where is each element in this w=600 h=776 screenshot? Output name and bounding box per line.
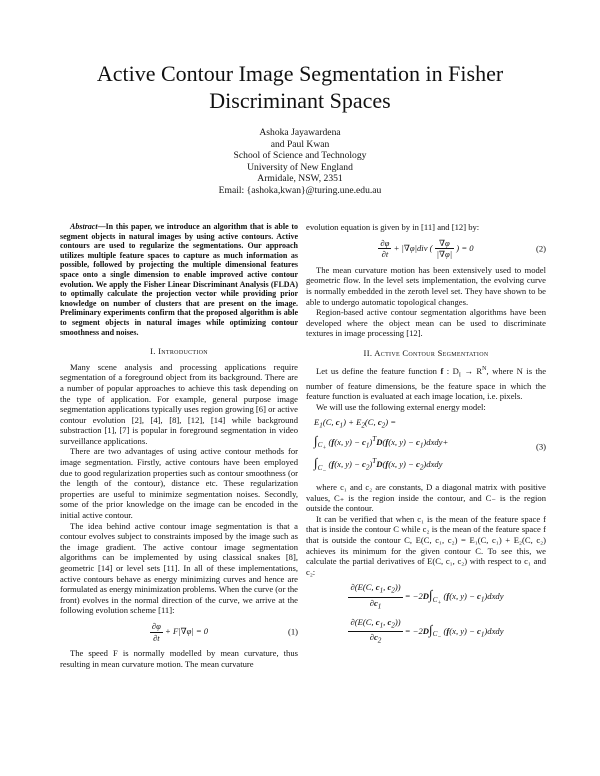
right-paragraph-1: The mean curvature motion has been extensively used to model geometric flow. In the level sets implementation, the evolving curve is normally embedded in the zeroth level set. They have shown to be able to undergo automatic topological changes.: [306, 264, 546, 307]
author-names-1: Ashoka Jayawardena: [259, 127, 341, 138]
author-names-2: and Paul Kwan: [270, 138, 330, 150]
right-paragraph-3: Let us define the feature function f : $D_I \to R^N$, where N is the number of feature dimensions, be the feature space in which the feature function is evaluated at each image location, i.e. pixels.: [306, 365, 547, 402]
equation-1-number: (1): [287, 626, 298, 637]
equation-3: $E_1(C$, $c_1) + E_2(C$, $c_2$) = $\int_{C_+}$ (f(x, $y) - c_1)^TD(f(x$, $y) - c_1)dxdy+$ $\int_{C_-}$ (f(x, $y) - c_2)^TD(f(x$, $y) - c_2)dxdy$ (3): [314, 417, 546, 475]
section-heading-active-contour: II. Active Contour Segmentation: [363, 347, 489, 358]
equation-2-number: (2): [535, 243, 546, 254]
author-block: [150, 127, 450, 197]
author-city: Armidale, NSW, 2351: [257, 173, 343, 185]
abstract: [60, 222, 298, 337]
left-column: [60, 222, 298, 669]
paper-title: Active Contour Image Segmentation in Fisher Discriminant Spaces: [96, 61, 504, 113]
abstract-text: —In this paper, we introduce an algorithm that is able to segment objects in natural images by using active contours. Active contours are used to regularize the segmentations. Our approach utilizes multiple feature spaces to capture as much information as possible, followed by projecting the multiple dimensional features space onto a single dimension to enable improved active contour evolution. We apply the Fisher Linear Discriminant Analysis (FLDA) to optimally calculate the projection vector while providing prior knowledge on number of clusters that are present on the image. Preliminary experiments confirm that the proposed algorithm is able to segment objects in natural images while optimizing contour smoothness and noises.: [60, 222, 298, 337]
author-email: Email: {ashoka,kwan}@turing.une.edu.au: [218, 184, 382, 196]
right-column: [306, 222, 546, 652]
equation-partial-c2: $\frac{\partial(E(C, c_1, c_2))}{\partial c_2}$ = $-2D\int_{C_-}$ (f(x, $y) - c_1)dxdy$: [350, 616, 504, 645]
equation-1: $\frac{\partial\varphi}{\partial t}$ + F|∇φ| = 0 (1): [151, 620, 298, 643]
equation-partial-c1: $\frac{\partial(E(C, c_1, c_2))}{\partial c_1}$ = $-2D\int_{C_+}$ (f(x, $y) - c_1)dxdy$: [350, 582, 504, 611]
right-paragraph-2: Region-based active contour segmentation algorithms have been developed where the object mean can be used to discriminate textures in image processing [12].: [306, 307, 546, 339]
right-paragraph-4: We will use the following external energy model:: [316, 401, 486, 412]
author-university: University of New England: [247, 161, 353, 173]
right-paragraph-5: where c₁ and c₂ are constants, D a diagonal matrix with positive values, C₊ is the region inside the contour, and C₋ is the region outside the contour.: [306, 481, 546, 514]
abstract-label: Abstract: [70, 222, 98, 231]
equation-2: $\frac{\partial\varphi}{\partial t}$ + |∇φ|div ( $\frac{\nabla\varphi}{|\nabla\varphi|}$ ) = 0 (2): [380, 237, 546, 260]
section-heading-introduction: I. Introduction: [150, 346, 208, 357]
equation-3-number: (3): [535, 441, 546, 452]
intro-paragraph-4: The speed F is normally modelled by mean curvature, thus resulting in mean curvature motion. The mean curvature: [60, 648, 298, 669]
intro-paragraph-3: The idea behind active contour image segmentation is that a contour evolves subject to constraints imposed by the image such as the image gradient. The active contour image segmentation algorithms can be implemented by using classical snakes [8], geometric [14] or level sets [11]. In all of these implementations, active contours behave as energy minimizing curves and hence are formulated as energy minimization problems. When the curve (or the front) evolves in the normal direction of the curve, we arrive at the following evolution scheme [11]:: [60, 520, 298, 616]
right-paragraph-6: It can be verified that when c₁ is the mean of the feature space f that is inside the contour C while c₂ is the mean of the feature space f that is outside the contour C, E(C, c₁, c₂) = E₁(C, c₁) + E₂(C, c₂) achieves its minimum for the given contour C. To see this, we calculate the partial derivatives of E(C, c₁, c₂) with respect to c₁ and c₂:: [306, 513, 546, 577]
author-school: School of Science and Technology: [233, 150, 367, 162]
intro-paragraph-1: Many scene analysis and processing applications require segmentation of a foreground object from its background. There are a number of popular approaches to achieve this task depending on the type of application. For example, general purpose image segmentation applications typically uses region growing [6] or active contour evolution [2], [4], [8], [12], [14] while background substraction [1], [7] is popular in foreground segmentation in video surveillance applications.: [60, 361, 298, 446]
evolution-intro: evolution equation is given by in [11] and [12] by:: [306, 222, 480, 232]
intro-paragraph-2: There are two advantages of using active contour methods for image segmentation. Firstly, active contours have been employed due to good regularization properties such as contour smoothness (or the length of the contour), distance etc. These regularization properties are useful to minimize segmentation noises. Secondly, some of the prior knowledge on the image can be encoded in the initial active contour.: [60, 446, 298, 521]
